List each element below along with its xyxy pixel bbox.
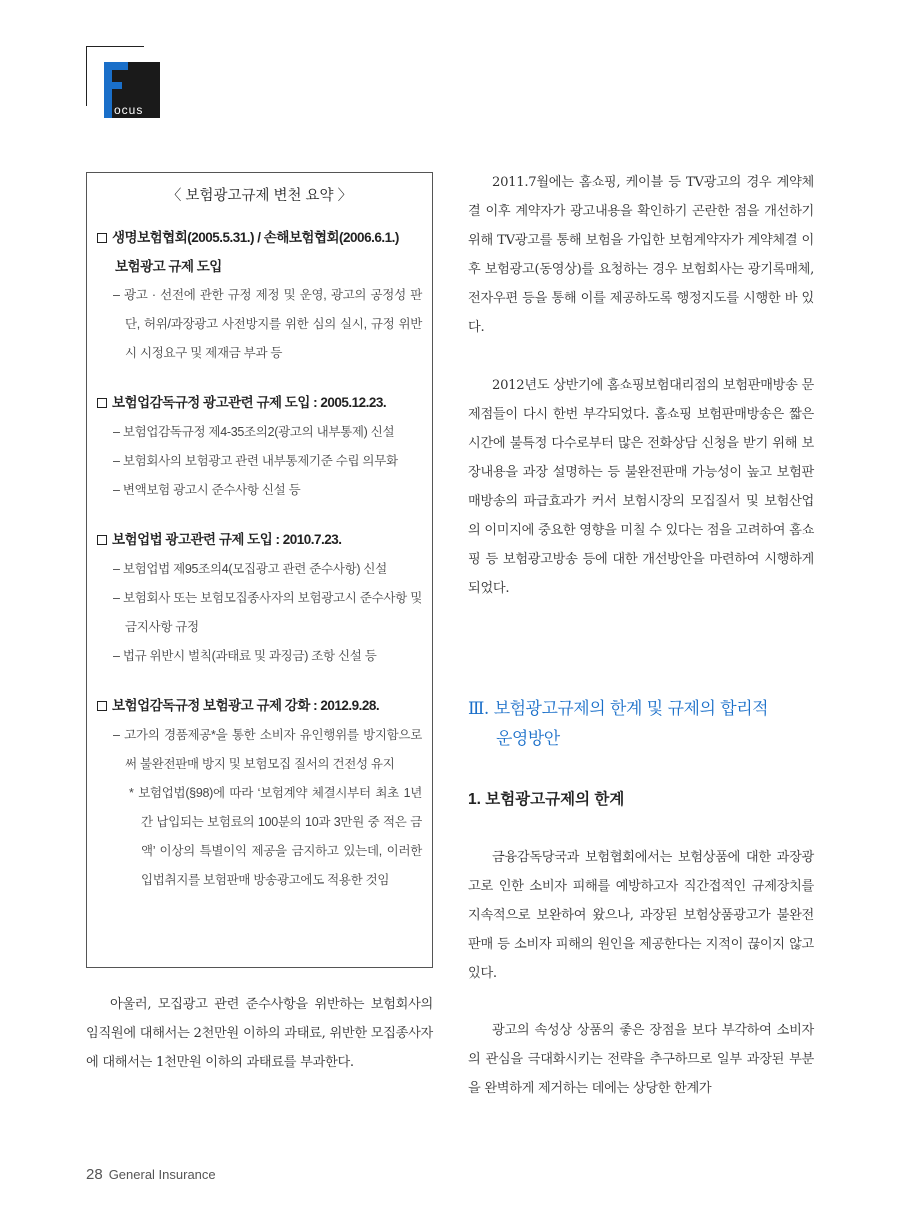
section-heading-1: 생명보험협회(2005.5.31.) / 손해보험협회(2006.6.1.)	[97, 223, 422, 253]
list-item: – 고가의 경품제공*을 통한 소비자 유인행위를 방지함으로써 불완전판매 방지 및 보험모집 질서의 건전성 유지	[113, 728, 422, 771]
list-item: – 광고 · 선전에 관한 규정 제정 및 운영, 광고의 공정성 판단, 허위/과장광고 사전방지를 위한 심의 실시, 규정 위반시 시정요구 및 제재금 부과 등	[113, 288, 422, 360]
list-item: – 법규 위반시 벌칙(과태료 및 과징금) 조항 신설 등	[113, 649, 377, 663]
regulation-summary-box	[86, 172, 433, 968]
box-title: 〈 보험광고규제 변천 요약 〉	[166, 188, 353, 204]
section-heading-3: 보험업법 광고관련 규제 도입 : 2010.7.23.	[97, 525, 422, 555]
checkbox-square-icon	[97, 701, 107, 711]
page-footer	[86, 1166, 216, 1183]
logo-line-left	[86, 46, 87, 106]
right-paragraph-2: 2012년도 상반기에 홈쇼핑보험대리점의 보험판매방송 문제점들이 다시 한번 부각되었다. 홈쇼핑 보험판매방송은 짧은 시간에 불특정 다수로부터 많은 전화상담 신청을 받기 위해 보장내용을 과장 설명하는 등 불완전판매 가능성이 높고 보험판매방송의 파급효과가 커서 보험시장의 모집질서 및 보험산업의 이미지에 중요한 영향을 미칠 수 있다는 점을 고려하여 홈쇼핑 등 보험광고방송 등에 대한 개선방안을 마련하여 시행하게 되었다.	[468, 378, 815, 596]
right-paragraph-1: 2011.7월에는 홈쇼핑, 케이블 등 TV광고의 경우 계약체결 이후 계약자가 광고내용을 확인하기 곤란한 점을 개선하기 위해 TV광고를 통해 보험을 가입한 보험계약자가 계약체결 이후 보험광고(동영상)를 요청하는 경우 보험회사는 광기록매체, 전자우편 등을 통해 이를 제공하도록 행정지도를 시행한 바 있다.	[468, 175, 814, 335]
section-heading-4: 보험업감독규정 보험광고 규제 강화 : 2012.9.28.	[97, 691, 422, 721]
right-paragraph-4: 광고의 속성상 상품의 좋은 장점을 보다 부각하여 소비자의 관심을 극대화시키는 전략을 추구하므로 일부 과장된 부분을 완벽하게 제거하는 데에는 상당한 한계가	[468, 1023, 814, 1096]
section-sub-1: 보험광고 규제 도입	[115, 259, 222, 274]
list-item: – 보험업법 제95조의4(모집광고 관련 준수사항) 신설	[113, 562, 387, 576]
logo-line-top	[86, 46, 144, 47]
logo-letter-f-top	[104, 62, 128, 70]
footnote: * 보험업법(§98)에 따라 ‘보험계약 체결시부터 최초 1년간 납입되는 보험료의 100분의 10과 3만원 중 적은 금액’ 이상의 특별이익 제공을 금지하고 있는데, 이러한 입법취지를 보험판매 방송광고에도 적용한 것임	[129, 786, 422, 887]
list-item: – 보험회사의 보험광고 관련 내부통제기준 수립 의무화	[113, 454, 398, 468]
checkbox-square-icon	[97, 398, 107, 408]
logo-text: ocus	[114, 103, 144, 117]
right-paragraph-3: 금융감독당국과 보험협회에서는 보험상품에 대한 과장광고로 인한 소비자 피해를 예방하고자 직간접적인 규제장치를 지속적으로 보완하여 왔으나, 과장된 보험상품광고가 불완전판매 등 소비자 피해의 원인을 제공한다는 지적이 끊이지 않고 있다.	[468, 850, 814, 981]
left-paragraph: 아울러, 모집광고 관련 준수사항을 위반하는 보험회사의 임직원에 대해서는 2천만원 이하의 과태료, 위반한 모집종사자에 대해서는 1천만원 이하의 과태료를 부과한다.	[86, 997, 433, 1070]
section-3-heading: Ⅲ. 보험광고규제의 한계 및 규제의 합리적 운영방안	[468, 699, 769, 749]
focus-logo	[86, 46, 162, 120]
list-item: – 보험업감독규정 제4-35조의2(광고의 내부통제) 신설	[113, 425, 395, 439]
logo-letter-f-stem	[104, 62, 112, 118]
list-item: – 보험회사 또는 보험모집종사자의 보험광고시 준수사항 및 금지사항 규정	[113, 591, 422, 634]
checkbox-square-icon	[97, 535, 107, 545]
logo-letter-f-mid	[104, 82, 122, 89]
page-number: 28	[86, 1166, 103, 1183]
publication-title: General Insurance	[108, 1167, 216, 1182]
section-heading-2: 보험업감독규정 광고관련 규제 도입 : 2005.12.23.	[97, 388, 422, 418]
subsection-1-heading: 1. 보험광고규제의 한계	[468, 791, 625, 808]
list-item: – 변액보험 광고시 준수사항 신설 등	[113, 483, 301, 497]
checkbox-square-icon	[97, 233, 107, 243]
